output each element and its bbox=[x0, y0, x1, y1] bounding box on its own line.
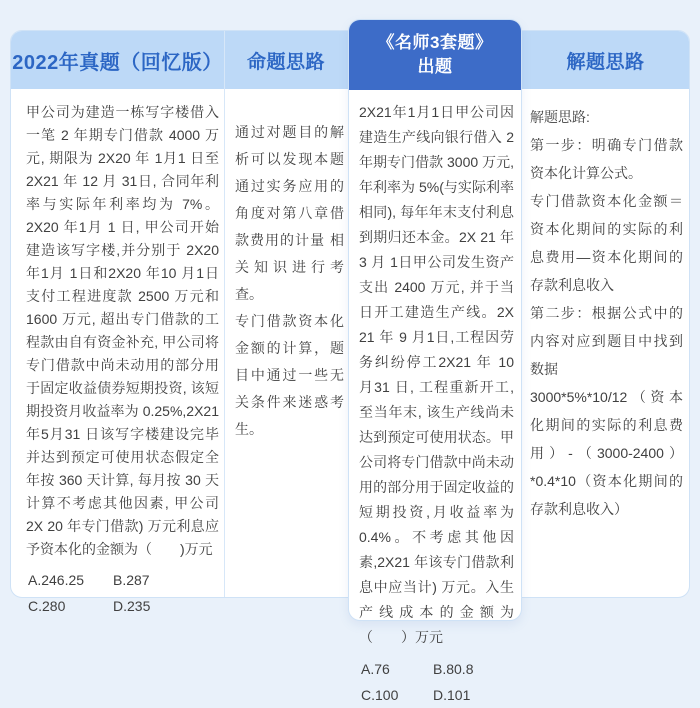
option-row bbox=[361, 682, 514, 708]
exam-question-text: 甲公司为建造一栋写字楼借入一笔 2 年期专门借款 4000 万元, 期限为 2X20 年 1月1 日至 2X21 年 12 月 31日, 合同年利率与实际年利率均为 7%。2X20 年1月 1 日, 甲公司开始建造该写字楼,并分别于 2X20 年1月 1日和2X20 年10 月1日支付工程进度款 2500 万元和 1600 万元, 超出专门借款的工程款由自有资金补充, 甲公司将专门借款中尚未动用的部分用于固定收益债券短期投资, 该短期投资月收益率为 0.25%,2X21年5月31 日该写字楼建设完毕并达到预定可使用状态假定全年按 360 天计算, 每月按 30 天计算不考虑其他因素, 甲公司 2X 20 年专门借款) 万元利息应予资本化的金额为（ )万元 bbox=[26, 104, 219, 557]
header-question-intent: 命题思路 bbox=[246, 51, 325, 73]
comparison-table bbox=[10, 30, 690, 703]
mingshi-options bbox=[359, 656, 514, 708]
option-b: B.287 bbox=[113, 572, 150, 588]
intent-paragraph: 专门借款资本化金额的计算，题目中通过一些无关条件来迷惑考生。 bbox=[235, 313, 344, 437]
option-a: A.76 bbox=[361, 661, 390, 677]
mingshi-question-body bbox=[349, 90, 521, 708]
option-row bbox=[361, 656, 514, 682]
highlighted-column-mingshi bbox=[348, 19, 522, 703]
header-line-2: 出题 bbox=[417, 57, 453, 76]
option-row bbox=[28, 567, 219, 593]
option-a: A.246.25 bbox=[28, 572, 85, 588]
solution-paragraph: 解题思路: bbox=[530, 109, 590, 125]
intent-paragraph: 通过对题目的解析可以发现本题通过实务应用的角度对第八章借款费用的计量 相关知识进行考查。 bbox=[235, 124, 344, 302]
header-exam-2022: 2022年真题（回忆版） bbox=[12, 51, 223, 74]
mingshi-question-text: 2X21年1月1日甲公司因建造生产线向银行借入 2 年期专门借款 3000 万元,年利率为 5%(与实际利率相同), 每年年末支付利息到期归还本金。2X 21 年 3 月 1日甲公司发生资产支出 2400 万元, 并于当日开工建造生产线。2X 21 年 9 月1日,工程因劳务纠纷停工2X21 年 10 月31 日, 工程重新开工, 至当年末, 该生产线尚未达到预定可使用状态。甲公司将专门借款中尚未动用的部分用于固定收益的短期投资,月收益率为 0.4%。不考虑其他因素,2X21 年该专门借款利息中应当计) 万元。入生产线成本的金额为（ ）万元 bbox=[359, 104, 514, 645]
option-b: B.80.8 bbox=[433, 661, 474, 677]
option-row bbox=[28, 593, 219, 619]
option-c: C.100 bbox=[361, 687, 399, 703]
solution-paragraph: 第一步：明确专门借款资本化计算公式。 bbox=[530, 137, 683, 181]
header-line-1: 《名师3套题》 bbox=[377, 33, 493, 52]
header-solution-approach: 解题思路 bbox=[566, 51, 645, 73]
option-d: D.101 bbox=[433, 687, 471, 703]
column-exam-2022 bbox=[11, 89, 224, 614]
solution-paragraph: 3000*5%*10/12（资本化期间的实际的利息费用）-（3000-2400）*0.4*10（资本化期间的存款利息收入） bbox=[530, 389, 683, 517]
option-c: C.280 bbox=[28, 598, 66, 614]
solution-paragraph: 第二步：根据公式中的内容对应到题目中找到数据 bbox=[530, 305, 683, 377]
column-question-intent bbox=[224, 89, 348, 597]
solution-paragraph: 专门借款资本化金额＝资本化期间的实际的利息费用—资本化期间的存款利息收入 bbox=[530, 193, 683, 293]
column-solution-approach bbox=[522, 89, 689, 597]
option-d: D.235 bbox=[113, 598, 151, 614]
exam-options bbox=[26, 567, 219, 619]
header-mingshi-3-sets bbox=[349, 20, 521, 90]
